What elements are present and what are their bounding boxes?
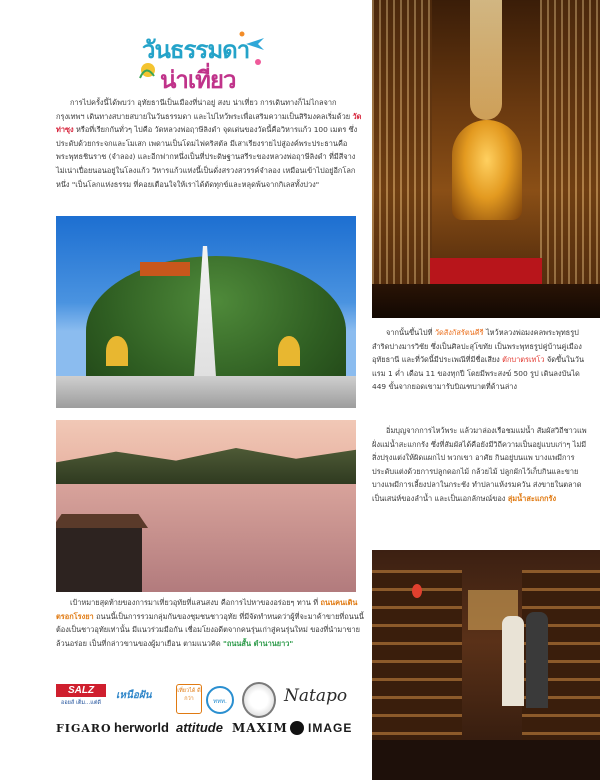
photo-temple-interior: [372, 0, 600, 318]
header-logo: [134, 26, 274, 96]
sponsor-tiew-dai-logo: เที่ยวได้ ดีกว่า: [176, 684, 202, 714]
street-name: ถนนคนเดินตรอกโรงยา: [56, 598, 358, 621]
sponsor-natapo-logo: Natapo: [284, 686, 348, 706]
temple-name-tha-sung: วัดท่าซุง: [56, 111, 362, 135]
river-name: ลุ่มน้ำสะแกกรัง: [507, 493, 557, 503]
logo-line-1: วันธรรมดา: [142, 36, 250, 64]
right-text-4: อิ่มบุญจากการไหว้พระ แล้วมาล่องเรือชมแม่น้ำ สัมผัสวิถีชาวแพฝั่งแม่น้ำสะแกกรัง ซึ่งที่สัมผัสได้คือยังมีวิถีความเป็นอยู่แบบเก่าๆ ไม่มีสิ่งปรุงแต่งให้ผิดแผกไป พวกเขา อาศัย กินอยู่บนแพ บางแพมีการประดับแต่งด้วยการปลูกดอกไม้ กล้วยไม้ ปลูกผักไว้เก็บกินและขาย บางแพมีการเลี้ยงปลาในกระชัง ทำปลาแห้งรมควัน ส่งขายในตลาด เป็นเสน่ห์ของลำน้ำ และเป็นเอกลักษณ์ของ: [372, 426, 587, 503]
right-text-2: ไหว้หลวงพ่อมงคลพระพุทธรูปสำริดปางมารวิชัย ซึ่งเป็นศิลปะสุโขทัย เป็นพระพุทธรูปคู่บ้านคู่เมืองอุทัยธานี และที่วัดนี้มีประเพณีที่มีชื่อเสียง: [372, 328, 582, 365]
festival-name: ตักบาตรเทโว: [502, 355, 545, 365]
logo-line-2: น่าเที่ยว: [160, 66, 236, 94]
sponsor-maxim-logo: MAXIM: [232, 721, 288, 735]
photo-river-sunset: [56, 420, 356, 592]
right-paragraph-1: [372, 326, 594, 394]
sponsor-row-1: [56, 682, 366, 718]
province-seal-logo: [242, 682, 276, 718]
sponsor-nuea-fan-logo: เหนือฝัน: [116, 690, 152, 701]
right-text-3: จัดขึ้นในวันแรม 1 ค่ำ เดือน 11 ของทุกปี โดยมีพระสงฆ์ 500 รูป เดินลงบันได 449 ขั้นจากยอดเขามารับบิณฑบาตที่ด้านล่าง: [372, 355, 585, 392]
intro-text-2: หรือที่เรียกกันทั่วๆ ไปคือ วัดหลวงพ่อฤาษีลิงดำ จุดเด่นของวัดนี้คือวิหารแก้ว 100 เมตร ซึ่งประดับด้วยกระจกและโมเสก เพดานเป็นโดมไฟคริสตัล มีเสาเรียงรายไปสู่องค์พระประธานคือพระพุทธชินราช (จำลอง) และอีกฟากหนึ่งเป็นที่ประดิษฐานสรีระของหลวงพ่อฤาษีลิงดำ ที่มีสีจางไม่เน่าเปื่อยนอนอยู่ในโลงแก้ว วิหารแก้วแห่งนี้เป็นดั่งสรวงสวรรค์จำลอง เหมือนเข้าไปอยู่อีกโลกหนึ่ง "เป็นโลกแห่งธรรม ที่คอยเตือนใจให้เราได้ตัดทุกข์และหลุดพ้นจากกิเลสทั้งปวง": [56, 125, 358, 189]
intro-text-1: การไปครั้งนี้ได้พบว่า อุทัยธานีเป็นเมืองที่น่าอยู่ สงบ น่าเที่ยว การเดินทางก็ไม่ไกลจากกรุงเทพฯ เดินทางสบายสบายในวันธรรมดา และไปไหว้พระเพื่อเสริมความเป็นสิริมงคลเริ่มด้วย: [56, 98, 351, 121]
bottom-text-1: เป้าหมายสุดท้ายของการมาเที่ยวอุทัยที่แสนสงบ คือการไปหาของอร่อยๆ ทาน ที่: [70, 598, 319, 607]
bottom-text-2: ถนนนี้เป็นการรวมกลุ่มกันของชุมชนชาวอุทัย ที่มีจัดทำหนดว่าผู้ที่จะมาค้าขายที่ถนนนี้ ต้องเป็นชาวอุทัยเท่านั้น มีแนวร่วมมือกัน เชื่อมโยงอดีตจากคนรุ่นเก่าสู่คนรุ่นใหม่ ของที่นำมาขายล้วนอร่อย เป็นที่กล่าวขานของผู้มาเยือน ตามแนวคิด: [56, 611, 364, 648]
sponsor-image-logo: IMAGE: [308, 721, 353, 735]
photo-hill-stairway: [56, 216, 356, 408]
sponsor-image-icon: [290, 721, 304, 735]
sponsor-salz-logo: SALZ ออยส์ เต็ม...แต่ดี: [56, 684, 106, 712]
photo-antique-shop: [372, 550, 600, 780]
intro-paragraph: [56, 96, 362, 191]
sponsor-figaro-logo: FIGARO: [56, 722, 112, 735]
temple-name-sangkat: วัดสังกัสรัตนคีรี: [434, 328, 484, 337]
sponsor-row-2: [56, 720, 366, 742]
slogan-quote: "ถนนสั้น ตำนานยาว": [223, 638, 294, 648]
sponsor-herworld-logo: herworld: [114, 720, 169, 735]
right-text-1: จากนั้นขึ้นไปที่: [386, 328, 433, 337]
right-paragraph-2: [372, 424, 594, 506]
sponsor-tat-logo: ททท.: [206, 686, 234, 714]
sponsor-attitude-logo: attitude: [176, 720, 223, 735]
bottom-paragraph: [56, 596, 364, 650]
